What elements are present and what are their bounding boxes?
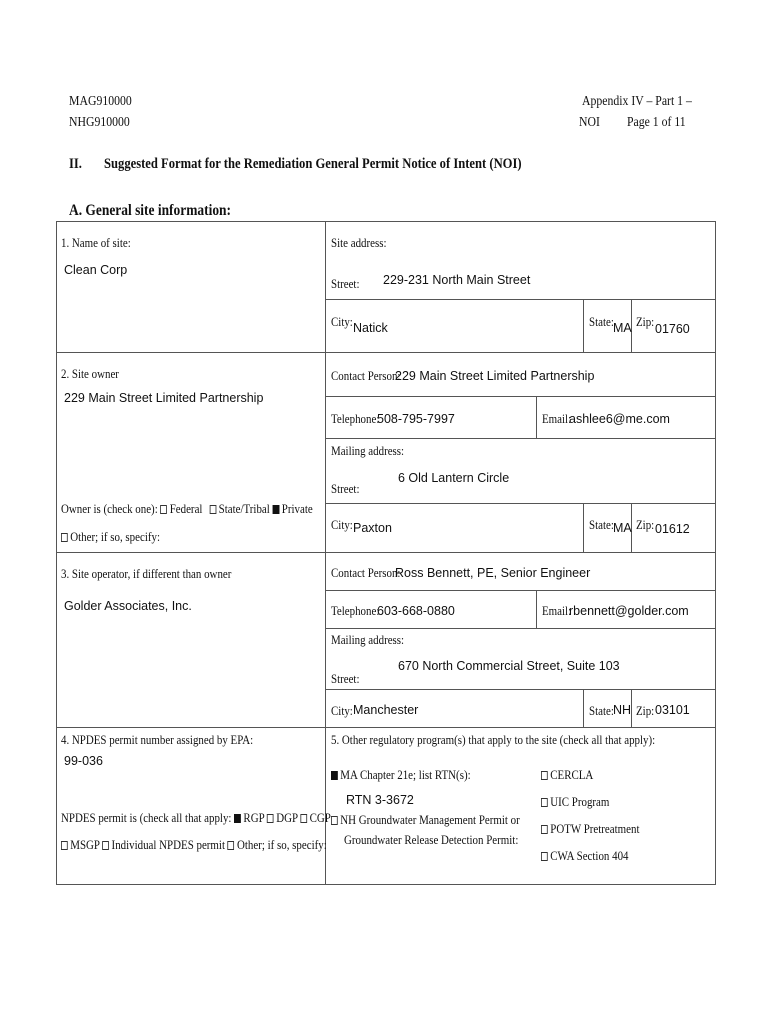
owner-state-label: State:: [589, 517, 614, 532]
permit-code-nh: NHG910000: [69, 115, 130, 130]
owner-zip-value[interactable]: 01612: [655, 522, 690, 536]
owner-zip-label: Zip:: [636, 517, 655, 532]
owner-telephone-label: Telephone:: [331, 411, 380, 426]
owner-mailing-label: Mailing address:: [331, 443, 405, 458]
uic-row: [541, 794, 622, 810]
site-name-value[interactable]: Clean Corp: [64, 263, 128, 277]
nh-groundwater-label-2: Groundwater Release Detection Permit:: [344, 832, 519, 847]
section-number: II.: [69, 156, 82, 172]
site-street-value[interactable]: 229-231 North Main Street: [383, 273, 531, 287]
potw-row: [541, 821, 658, 837]
section-title: Suggested Format for the Remediation General Permit Notice of Intent (NOI): [104, 156, 522, 172]
operator-value[interactable]: Golder Associates, Inc.: [64, 599, 192, 613]
site-zip-value[interactable]: 01760: [655, 322, 690, 336]
dgp-checkbox[interactable]: [267, 814, 274, 823]
site-name-label: 1. Name of site:: [61, 235, 131, 250]
state-tribal-label: State/Tribal: [218, 501, 270, 516]
federal-checkbox[interactable]: [160, 505, 167, 514]
noi-label: NOI: [579, 115, 600, 130]
uic-checkbox[interactable]: [541, 798, 548, 807]
dgp-label: DGP: [276, 810, 298, 825]
npdes-status-label: NPDES permit is (check all that apply:: [61, 810, 232, 825]
owner-contact-label: Contact Person:: [331, 368, 401, 383]
site-street-label: Street:: [331, 276, 360, 291]
msgp-checkbox[interactable]: [61, 841, 68, 850]
site-state-label: State:: [589, 314, 614, 329]
uic-label: UIC Program: [550, 794, 610, 809]
cgp-checkbox[interactable]: [300, 814, 307, 823]
rgp-label: RGP: [243, 810, 265, 825]
operator-street-value[interactable]: 670 North Commercial Street, Suite 103: [398, 659, 620, 673]
owner-email-label: Email:: [542, 411, 572, 426]
site-state-value[interactable]: MA: [613, 321, 632, 335]
potw-checkbox[interactable]: [541, 825, 548, 834]
cwa-label: CWA Section 404: [550, 848, 629, 863]
owner-telephone-value[interactable]: 508-795-7997: [377, 412, 455, 426]
ma21e-checkbox[interactable]: [331, 771, 338, 780]
owner-city-value[interactable]: Paxton: [353, 521, 392, 535]
operator-mailing-label: Mailing address:: [331, 632, 405, 647]
operator-label: 3. Site operator, if different than owner: [61, 566, 232, 581]
site-city-value[interactable]: Natick: [353, 321, 388, 335]
owner-city-label: City:: [331, 517, 353, 532]
owner-state-value[interactable]: MA: [613, 521, 632, 535]
npdes-status-row-2: [61, 837, 377, 853]
subsection-title: A. General site information:: [69, 202, 232, 219]
site-city-label: City:: [331, 314, 353, 329]
npdes-label: 4. NPDES permit number assigned by EPA:: [61, 732, 254, 747]
private-label: Private: [281, 501, 313, 516]
private-checkbox[interactable]: [273, 505, 280, 514]
ma21e-row: [331, 767, 497, 783]
rtn-value[interactable]: RTN 3-3672: [346, 793, 414, 807]
cwa-row: [541, 848, 645, 864]
npdes-other-checkbox[interactable]: [228, 841, 235, 850]
npdes-number-value[interactable]: 99-036: [64, 754, 103, 768]
cercla-label: CERCLA: [550, 767, 594, 782]
cwa-checkbox[interactable]: [541, 852, 548, 861]
nh-groundwater-checkbox[interactable]: [331, 816, 338, 825]
owner-street-value[interactable]: 6 Old Lantern Circle: [398, 471, 510, 485]
operator-contact-label: Contact Person:: [331, 565, 401, 580]
owner-street-label: Street:: [331, 481, 360, 496]
state-tribal-checkbox[interactable]: [209, 505, 216, 514]
cgp-label: CGP: [309, 810, 331, 825]
operator-city-label: City:: [331, 703, 353, 718]
operator-telephone-label: Telephone:: [331, 603, 380, 618]
owner-email-value[interactable]: ashlee6@me.com: [569, 412, 670, 426]
operator-zip-label: Zip:: [636, 703, 655, 718]
individual-npdes-label: Individual NPDES permit: [111, 837, 225, 852]
appendix-label: Appendix IV – Part 1 –: [582, 94, 692, 109]
individual-npdes-checkbox[interactable]: [102, 841, 109, 850]
owner-type-row: [61, 501, 361, 517]
operator-zip-value[interactable]: 03101: [655, 703, 690, 717]
potw-label: POTW Pretreatment: [550, 821, 640, 836]
federal-label: Federal: [169, 501, 203, 516]
owner-other-checkbox[interactable]: [61, 533, 68, 542]
operator-telephone-value[interactable]: 603-668-0880: [377, 604, 455, 618]
operator-contact-value[interactable]: Ross Bennett, PE, Senior Engineer: [395, 566, 591, 580]
cercla-row: [541, 767, 603, 783]
ma21e-label: MA Chapter 21e; list RTN(s):: [340, 767, 471, 782]
owner-contact-value[interactable]: 229 Main Street Limited Partnership: [395, 369, 595, 383]
owner-other-label: Other; if so, specify:: [70, 529, 161, 544]
owner-other-row: [61, 529, 179, 545]
npdes-other-label: Other; if so, specify:: [236, 837, 327, 852]
programs-label: 5. Other regulatory program(s) that apply to the site (check all that apply):: [331, 732, 656, 747]
operator-state-value[interactable]: NH: [613, 703, 632, 717]
operator-street-label: Street:: [331, 671, 360, 686]
operator-email-label: Email:: [542, 603, 572, 618]
owner-type-label: Owner is (check one):: [61, 501, 158, 516]
page-number: Page 1 of 11: [627, 115, 686, 130]
permit-code-ma: MAG910000: [69, 94, 132, 109]
msgp-label: MSGP: [70, 837, 100, 852]
owner-label: 2. Site owner: [61, 366, 119, 381]
site-zip-label: Zip:: [636, 314, 655, 329]
rgp-checkbox[interactable]: [234, 814, 241, 823]
operator-email-value[interactable]: rbennett@golder.com: [569, 604, 689, 618]
owner-value[interactable]: 229 Main Street Limited Partnership: [64, 391, 264, 405]
site-address-label: Site address:: [331, 235, 387, 250]
operator-state-label: State:: [589, 703, 614, 718]
cercla-checkbox[interactable]: [541, 771, 548, 780]
operator-city-value[interactable]: Manchester: [353, 703, 419, 717]
nh-groundwater-row: [331, 812, 556, 828]
nh-groundwater-label: NH Groundwater Management Permit or: [340, 812, 520, 827]
